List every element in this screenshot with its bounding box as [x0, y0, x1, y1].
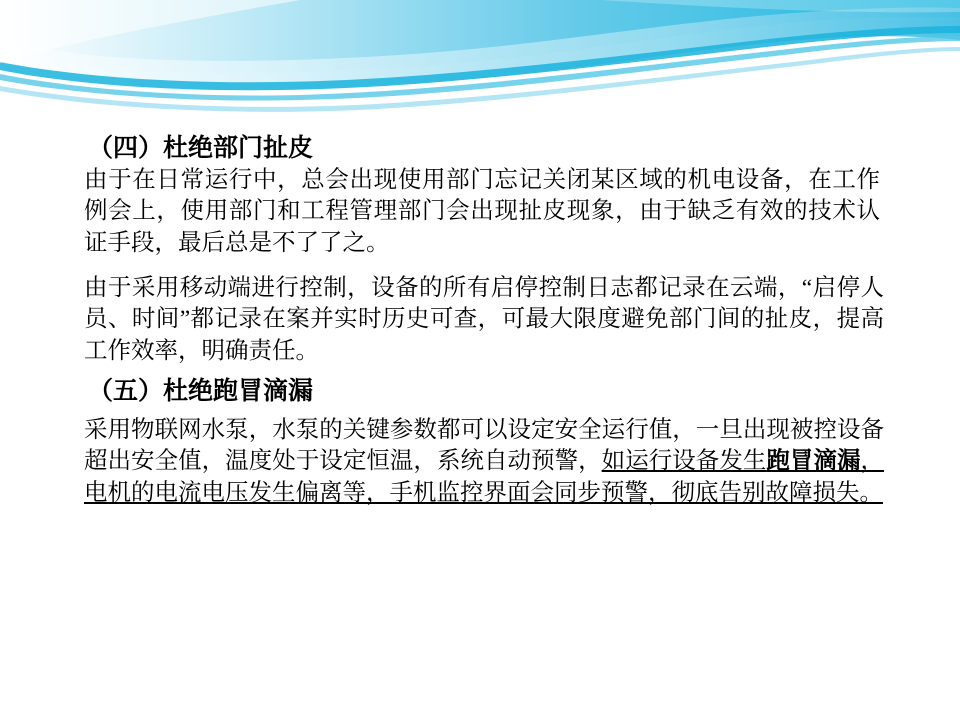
paragraph-iot-underline-a: 如运行设备发生 — [601, 448, 767, 475]
paragraph-mobile-control-log: 由于采用移动端进行控制，设备的所有启停控制日志都记录在云端，“启停人员、时间”都记录在案并实时历史可查，可最大限度避免部门间的扯皮，提高工作效率，明确责任。 — [84, 275, 884, 364]
paragraph-iot-underline-b: ，电机的电流电压发生偏离等，手机监控界面会同步预警，彻底告别故障损失。 — [84, 448, 885, 506]
paragraph-department-dispute-problem: 由于在日常运行中，总会出现使用部门忘记关闭某区域的机电设备，在工作例会上，使用部门和工程管理部门会出现扯皮现象，由于缺乏有效的技术认证手段，最后总是不了了之。 — [84, 167, 880, 256]
slide-content — [0, 112, 960, 720]
paragraph-iot-emphasis: 跑冒滴漏 — [766, 448, 861, 475]
heading-section-four: （四）杜绝部门扯皮 — [88, 135, 314, 162]
heading-section-five: （五）杜绝跑冒滴漏 — [88, 378, 314, 405]
paragraph-iot-pump-alarm — [84, 415, 884, 509]
paragraph-iot-plain-text: 采用物联网水泵，水泵的关键参数都可以设定安全运行值，一旦出现被控设备超出安全值，温度处于设定恒温，系统自动预警， — [84, 417, 884, 475]
wave-graphic — [0, 0, 960, 112]
decorative-wave-banner — [0, 0, 960, 112]
